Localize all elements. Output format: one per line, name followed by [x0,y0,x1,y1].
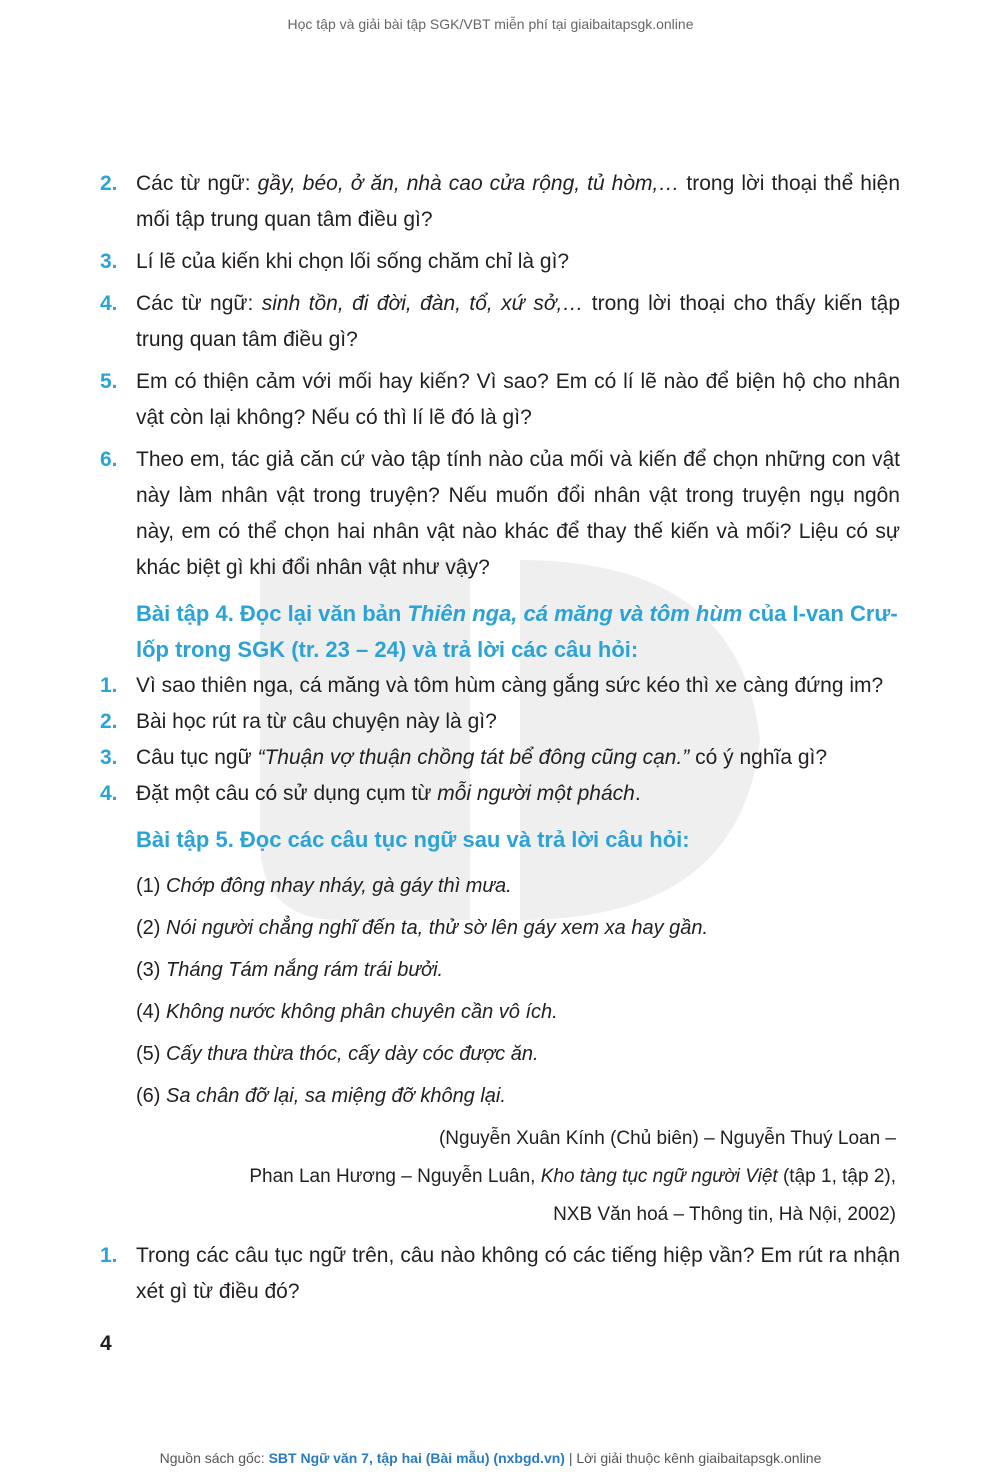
source-citation [249,1120,896,1234]
footer-book-link[interactable]: SBT Ngữ văn 7, tập hai (Bài mẫu) (nxbgd.vn) [268,1450,565,1466]
source-line: Phan Lan Hương – Nguyễn Luân, Kho tàng tục ngữ người Việt (tập 1, tập 2), [249,1166,896,1187]
question-number: 1. [100,1244,118,1267]
question-number: 2. [100,710,118,733]
exercise-4-heading: Bài tập 4. Đọc lại văn bản Thiên nga, cá măng và tôm hùm của I-van Crư-lốp trong SGK (tr. 23 – 24) và trả lời các câu hỏi: [136,601,898,662]
source-line: NXB Văn hoá – Thông tin, Hà Nội, 2002) [553,1204,896,1225]
proverb-list [136,868,896,1120]
question-text: Các từ ngữ: sinh tồn, đi đời, đàn, tổ, xứ sở,… trong lời thoại cho thấy kiến tập trung quan tâm điều gì? [136,292,901,351]
list-item [100,364,900,436]
question-list-top [100,166,900,592]
list-item [100,442,900,586]
question-text: Em có thiện cảm với mối hay kiến? Vì sao? Em có lí lẽ nào để biện hộ cho nhân vật còn lại không? Nếu có thì lí lẽ đó là gì? [136,370,900,429]
header-note: Học tập và giải bài tập SGK/VBT miễn phí tại giaibaitapsgk.online [287,16,694,32]
proverb-item: (3) Tháng Tám nắng rám trái bưởi. [136,959,444,981]
list-item [100,286,900,358]
list-item [100,166,900,238]
question-text: Đặt một câu có sử dụng cụm từ mỗi người một phách. [136,782,641,805]
question-text: Câu tục ngữ “Thuận vợ thuận chồng tát bể đông cũng cạn.” có ý nghĩa gì? [136,746,828,769]
question-number: 1. [100,674,118,697]
list-item [100,776,900,812]
source-line: (Nguyễn Xuân Kính (Chủ biên) – Nguyễn Thuý Loan – [438,1128,896,1149]
question-text: Lí lẽ của kiến khi chọn lối sống chăm chỉ là gì? [136,250,570,273]
question-text: Vì sao thiên nga, cá măng và tôm hùm càng gắng sức kéo thì xe càng đứng im? [136,674,884,697]
proverb-item: (1) Chớp đông nhay nháy, gà gáy thì mưa. [136,875,512,897]
list-item [100,668,900,704]
question-text: Trong các câu tục ngữ trên, câu nào không có các tiếng hiệp vần? Em rút ra nhận xét gì từ điều đó? [136,1244,900,1303]
list-item [100,740,900,776]
question-number: 4. [100,292,118,315]
exercise-5-question-list [100,1238,900,1316]
proverb-item: (5) Cấy thưa thừa thóc, cấy dày cóc được ăn. [136,1043,539,1065]
question-text: Theo em, tác giả căn cứ vào tập tính nào của mối và kiến để chọn những con vật này làm nhân vật trong truyện? Nếu muốn đổi nhân vật trong truyện ngụ ngôn này, em có thể chọn hai nhân vật nào khác để thay thế kiến và mối? Liệu có sự khác biệt gì khi đổi nhân vật như vậy? [136,448,900,579]
proverb-item: (4) Không nước không phân chuyên cần vô ích. [136,1001,558,1023]
exercise-5-heading: Bài tập 5. Đọc các câu tục ngữ sau và trả lời câu hỏi: [136,827,690,852]
list-item [100,1238,900,1310]
question-number: 3. [100,250,118,273]
question-number: 3. [100,746,118,769]
question-number: 2. [100,172,118,195]
list-item [100,244,900,280]
question-text: Các từ ngữ: gầy, béo, ở ăn, nhà cao cửa rộng, tủ hòm,… trong lời thoại thể hiện mối tập trung quan tâm điều gì? [136,172,900,231]
question-number: 4. [100,782,118,805]
page-number: 4 [100,1332,112,1355]
question-number: 6. [100,448,118,471]
proverb-item: (2) Nói người chẳng nghĩ đến ta, thử sờ lên gáy xem xa hay gần. [136,917,709,939]
footer-note: Nguồn sách gốc: SBT Ngữ văn 7, tập hai (Bài mẫu) (nxbgd.vn) | Lời giải thuộc kênh giaibaitapsgk.online [159,1450,822,1466]
proverb-item: (6) Sa chân đỡ lại, sa miệng đỡ không lại. [136,1085,506,1107]
exercise-4-question-list [100,668,900,812]
list-item [100,704,900,740]
question-number: 5. [100,370,118,393]
question-text: Bài học rút ra từ câu chuyện này là gì? [136,710,497,733]
